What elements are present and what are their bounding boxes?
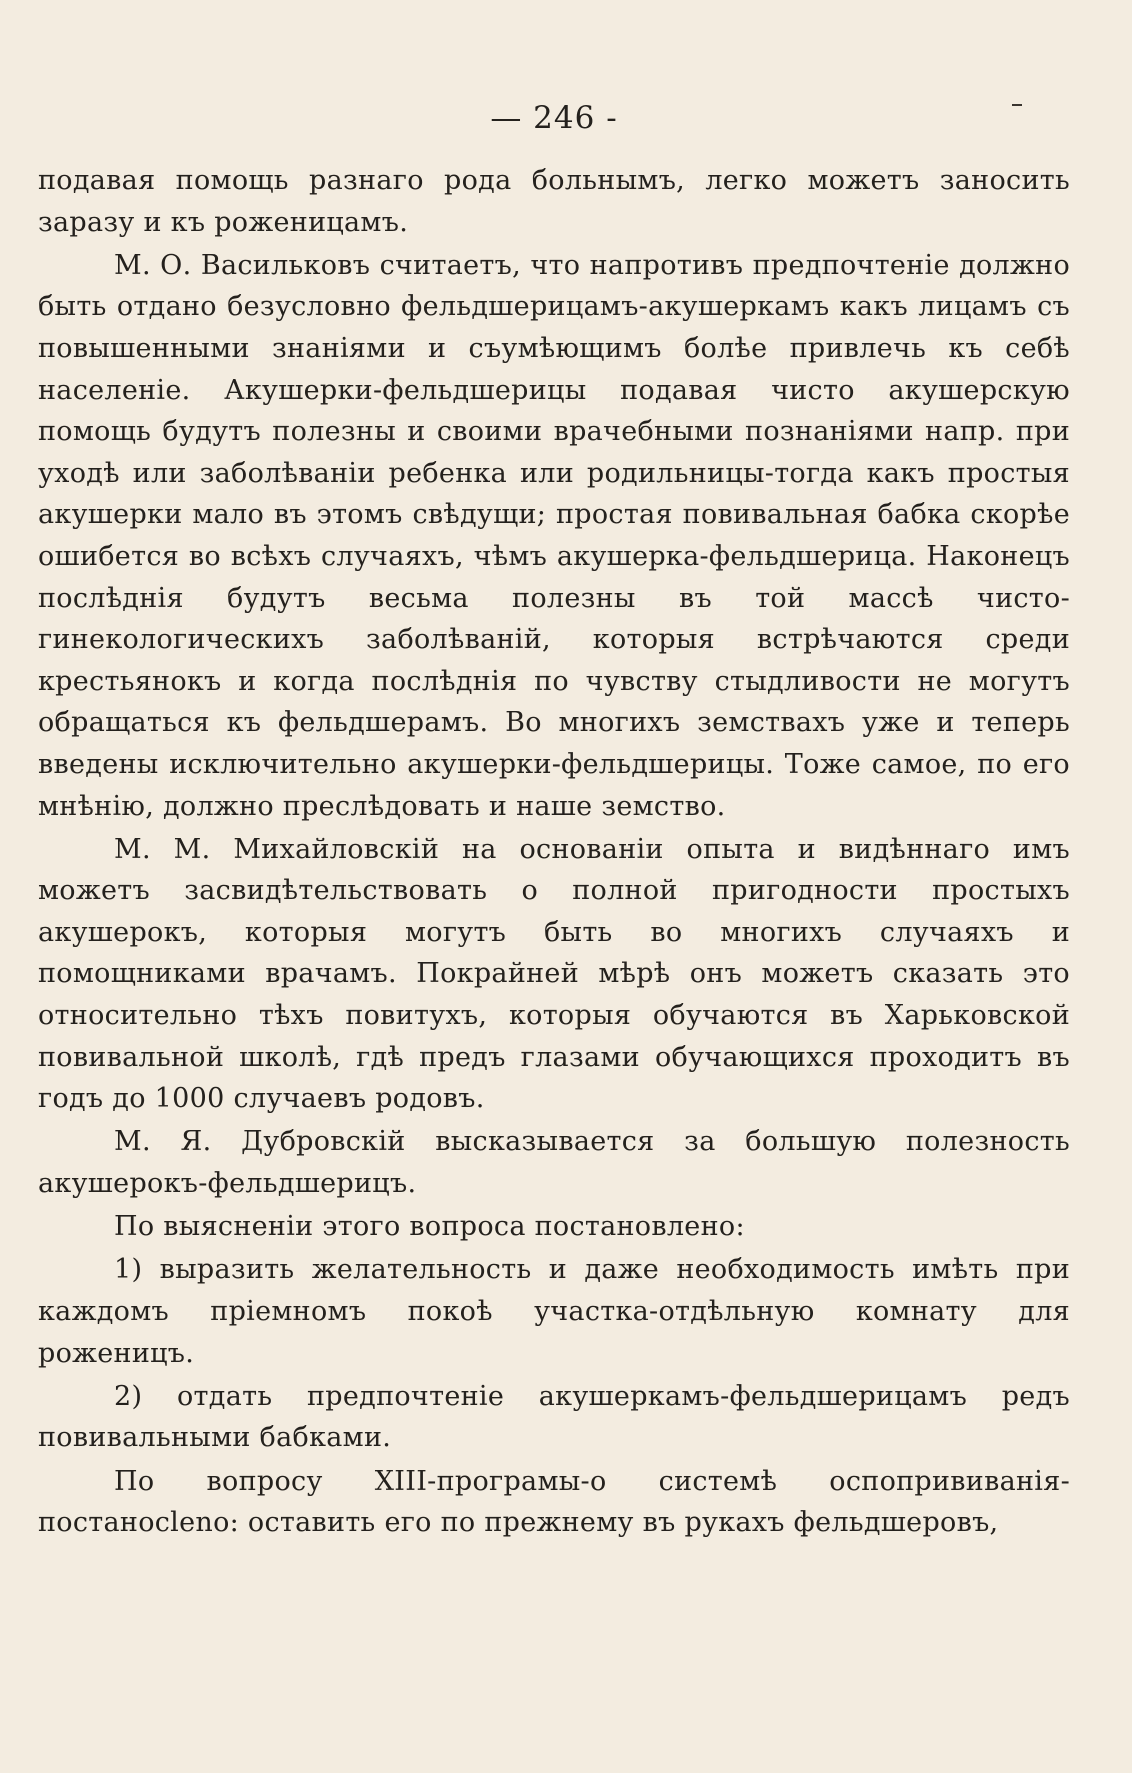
paragraph-continuation: подавая помощь разнаго рода больнымъ, легко можетъ заносить заразу и къ роженицамъ. [38, 165, 1070, 238]
paragraph-resolution-2: 2) отдать предпочтеніе акушеркамъ-фельдшерицамъ редъ повивальными бабками. [38, 1380, 1070, 1454]
paragraph-vasilkov: М. О. Васильковъ считаетъ, что напротивъ предпочтеніе должно быть отдано безусловно фельдшерицамъ-акушеркамъ какъ лицамъ съ повышенными знаніями и съумѣющимъ болѣе привлечь къ себѣ населеніе. Акушерки-фельдшерицы подавая чисто акушерскую помощь будутъ полезны и своими врачебными познаніями напр. при уходѣ или заболѣваніи ребенка или родильницы-тогда какъ простыя акушерки мало въ этомъ свѣдущи; простая повивальная бабка скорѣе ошибется во всѣхъ случаяхъ, чѣмъ акушерка-фельдшерица. Наконецъ послѣднія будутъ весьма полезны въ той массѣ чисто-гинекологическихъ заболѣваній, которыя встрѣчаются среди крестьянокъ и когда послѣднія по чувству стыдливости не могутъ обращаться къ фельдшерамъ. Во многихъ земствахъ уже и теперь введены исключительно акушерки-фельдшерицы. Тоже самое, по его мнѣнію, должно преслѣдовать и наше земство. [38, 249, 1070, 822]
paragraph-resolution-1: 1) выразить желательность и даже необходимость имѣть при каждомъ пріемномъ покоѣ участка-отдѣльную комнату для роженицъ. [38, 1254, 1070, 1369]
paragraph-dubrovsky: М. Я. Дубровскій высказывается за большую полезность акушерокъ-фельдшерицъ. [38, 1126, 1070, 1200]
paragraph-question-xiii: По вопросу XIII-програмы-о системѣ оспопрививанія-постаносleno: оставить его по прежнему въ рукахъ фельдшеровъ, [38, 1465, 1070, 1539]
page-number: — 246 - [490, 100, 618, 136]
paragraph-resolution-intro: По выясненіи этого вопроса постановлено: [114, 1211, 745, 1243]
body-text [38, 160, 1070, 1544]
corner-mark [1012, 104, 1022, 106]
paragraph-mikhailovsky: М. М. Михайловскій на основаніи опыта и видѣннаго имъ можетъ засвидѣтельствовать о полной пригодности простыхъ акушерокъ, которыя могутъ быть во многихъ случаяхъ и помощниками врачамъ. Покрайней мѣрѣ онъ можетъ сказать это относительно тѣхъ повитухъ, которыя обучаются въ Харьковской повивальной школѣ, гдѣ предъ глазами обучающихся проходитъ въ годъ до 1000 случаевъ родовъ. [38, 833, 1070, 1115]
